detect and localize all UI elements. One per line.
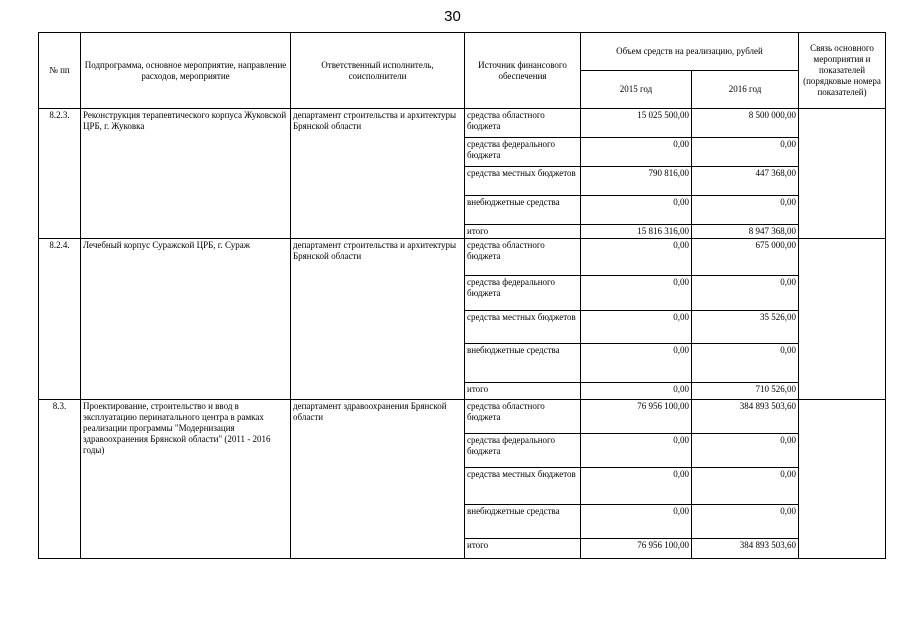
funding-table [38, 32, 886, 559]
value-2015: 0,00 [581, 276, 692, 311]
source-cell: средства областного бюджета [465, 239, 581, 276]
total-2015: 15 816 316,00 [581, 225, 692, 239]
program-name: Проектирование, строительство и ввод в эксплуатацию перинатального центра в рамках реализации программы "Модернизация здравоохранения Брянской области" (2011 - 2016 годы) [81, 400, 291, 559]
value-2016: 35 526,00 [692, 311, 799, 344]
value-2015: 0,00 [581, 196, 692, 225]
source-cell: внебюджетные средства [465, 344, 581, 383]
source-cell: внебюджетные средства [465, 505, 581, 539]
executor-name: департамент здравоохранения Брянской области [291, 400, 465, 559]
executor-name: департамент строительства и архитектуры Брянской области [291, 239, 465, 400]
value-2016: 0,00 [692, 505, 799, 539]
total-label: итого [465, 539, 581, 559]
table-body [39, 109, 886, 559]
value-2016: 447 368,00 [692, 167, 799, 196]
value-2015: 790 816,00 [581, 167, 692, 196]
program-name: Реконструкция терапевтического корпуса Жуковской ЦРБ, г. Жуковка [81, 109, 291, 239]
value-2015: 76 956 100,00 [581, 400, 692, 434]
value-2016: 675 000,00 [692, 239, 799, 276]
source-cell: средства местных бюджетов [465, 311, 581, 344]
value-2015: 0,00 [581, 434, 692, 468]
link-cell [799, 239, 886, 400]
total-label: итого [465, 383, 581, 400]
value-2016: 0,00 [692, 196, 799, 225]
header-executor: Ответственный исполнитель, соисполнители [291, 33, 465, 109]
header-program: Подпрограмма, основное мероприятие, направление расходов, мероприятие [81, 33, 291, 109]
source-cell: средства областного бюджета [465, 400, 581, 434]
value-2015: 0,00 [581, 468, 692, 505]
value-2015: 0,00 [581, 239, 692, 276]
value-2015: 0,00 [581, 138, 692, 167]
value-2016: 0,00 [692, 276, 799, 311]
value-2016: 0,00 [692, 468, 799, 505]
header-source: Источник финансового обеспечения [465, 33, 581, 109]
link-cell [799, 109, 886, 239]
value-2016: 0,00 [692, 344, 799, 383]
source-cell: средства местных бюджетов [465, 468, 581, 505]
row-number: 8.2.3. [39, 109, 81, 239]
row-number: 8.3. [39, 400, 81, 559]
value-2016: 0,00 [692, 138, 799, 167]
total-label: итого [465, 225, 581, 239]
header-link: Связь основного мероприятия и показателей (порядковые номера показателей) [799, 33, 886, 109]
value-2015: 0,00 [581, 344, 692, 383]
header-2016: 2016 год [692, 71, 799, 109]
source-cell: внебюджетные средства [465, 196, 581, 225]
page-number: 30 [444, 8, 461, 25]
source-cell: средства областного бюджета [465, 109, 581, 138]
program-name: Лечебный корпус Суражской ЦРБ, г. Сураж [81, 239, 291, 400]
value-2016: 0,00 [692, 434, 799, 468]
value-2015: 15 025 500,00 [581, 109, 692, 138]
source-cell: средства федерального бюджета [465, 434, 581, 468]
row-number: 8.2.4. [39, 239, 81, 400]
header-volume: Объем средств на реализацию, рублей [581, 33, 799, 71]
total-2016: 710 526,00 [692, 383, 799, 400]
source-cell: средства федерального бюджета [465, 138, 581, 167]
source-cell: средства федерального бюджета [465, 276, 581, 311]
value-2016: 384 893 503,60 [692, 400, 799, 434]
executor-name: департамент строительства и архитектуры Брянской области [291, 109, 465, 239]
link-cell [799, 400, 886, 559]
header-2015: 2015 год [581, 71, 692, 109]
table-row [39, 239, 886, 276]
table-row [39, 109, 886, 138]
total-2016: 8 947 368,00 [692, 225, 799, 239]
source-cell: средства местных бюджетов [465, 167, 581, 196]
total-2015: 0,00 [581, 383, 692, 400]
total-2015: 76 956 100,00 [581, 539, 692, 559]
value-2015: 0,00 [581, 311, 692, 344]
value-2015: 0,00 [581, 505, 692, 539]
table-row [39, 400, 886, 434]
header-num: № пп [39, 33, 81, 109]
value-2016: 8 500 000,00 [692, 109, 799, 138]
total-2016: 384 893 503,60 [692, 539, 799, 559]
